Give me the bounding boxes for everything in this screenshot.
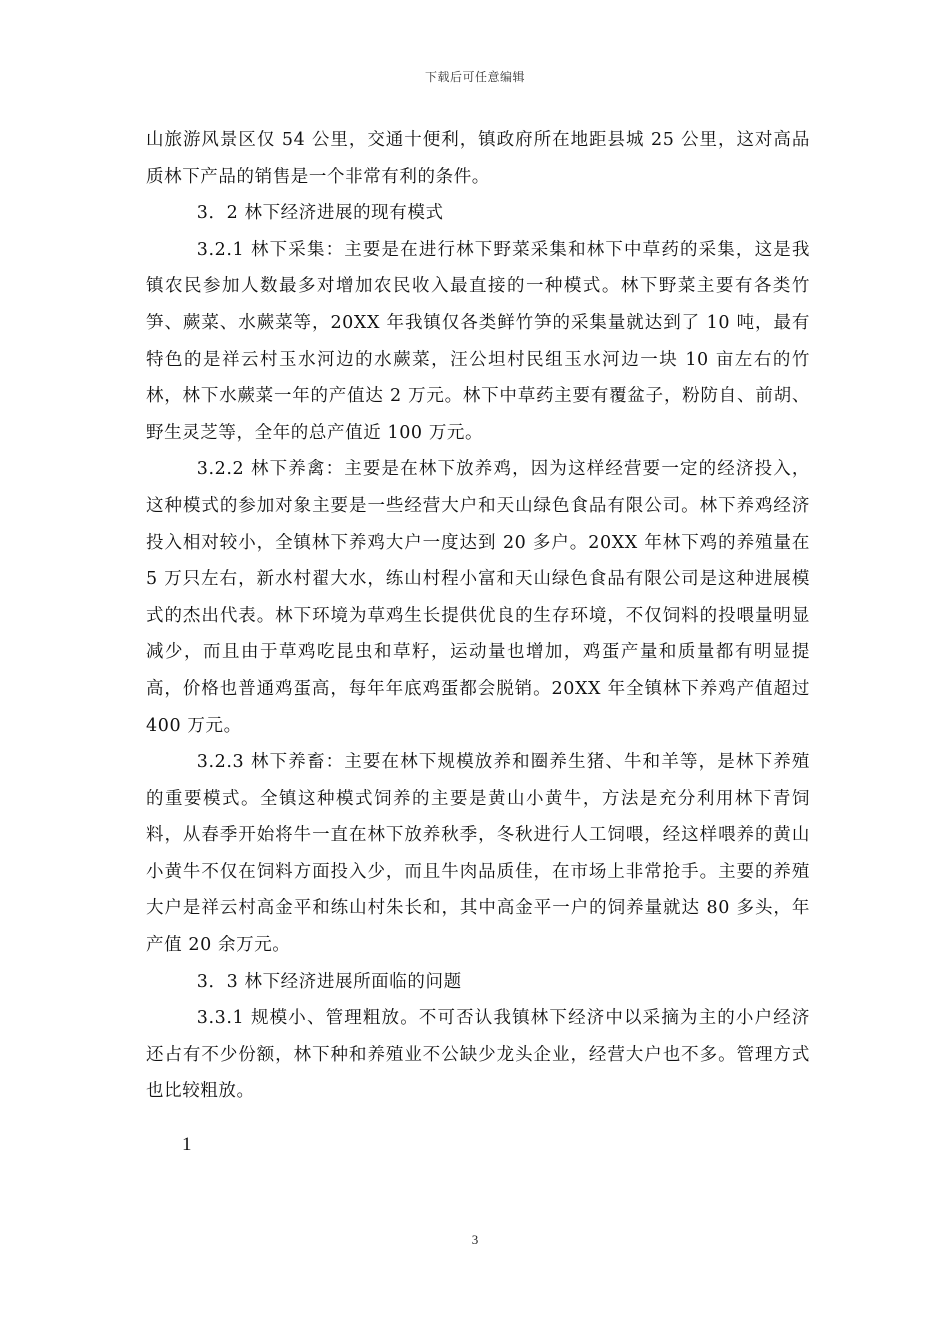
paragraph-3-2-2: 3.2.2 林下养禽：主要是在林下放养鸡，因为这样经营要一定的经济投入，这种模式的参加对象主要是一些经营大户和天山绿色食品有限公司。林下养鸡经济投入相对较小，全镇林下养鸡大户一度达到 20 多户。20XX 年林下鸡的养殖量在 5 万只左右，新水村翟大水，练山村程小富和天山绿色食品有限公司是这种进展模式的杰出代表。林下环境为草鸡生长提供优良的生存环境，不仅饲料的投喂量明显减少，而且由于草鸡吃昆虫和草籽，运动量也增加，鸡蛋产量和质量都有明显提高，价格也普通鸡蛋高，每年年底鸡蛋都会脱销。20XX 年全镇林下养鸡产值超过 400 万元。 [146, 459, 810, 736]
paragraph-continuation: 山旅游风景区仅 54 公里，交通十便利，镇政府所在地距县城 25 公里，这对高品质林下产品的销售是一个非常有利的条件。 [146, 130, 810, 187]
section-heading-3-2: 3．2 林下经济进展的现有模式 [196, 203, 444, 224]
page-header: 下载后可任意编辑 [424, 70, 525, 84]
page-number: 3 [471, 1232, 479, 1247]
section-heading-3-3: 3．3 林下经济进展所面临的问题 [196, 971, 462, 992]
body-text [146, 122, 810, 1110]
paragraph-3-2-1: 3.2.1 林下采集：主要是在进行林下野菜采集和林下中草药的采集，这是我镇农民参加人数最多对增加农民收入最直接的一种模式。林下野菜主要有各类竹笋、蕨菜、水蕨菜等，20XX 年我镇仅各类鲜竹笋的采集量就达到了 10 吨，最有特色的是祥云村玉水河边的水蕨菜，汪公坦村民组玉水河边一块 10 亩左右的竹林，林下水蕨菜一年的产值达 2 万元。林下中草药主要有覆盆子，粉防自、前胡、野生灵芝等，全年的总产值近 100 万元。 [146, 239, 810, 443]
stray-mark: 1 [182, 1134, 192, 1155]
paragraph-3-2-3: 3.2.3 林下养畜：主要在林下规模放养和圈养生猪、牛和羊等，是林下养殖的重要模式。全镇这种模式饲养的主要是黄山小黄牛，方法是充分利用林下青饲料，从春季开始将牛一直在林下放养秋季，冬秋进行人工饲喂，经这样喂养的黄山小黄牛不仅在饲料方面投入少，而且牛肉品质佳，在市场上非常抢手。主要的养殖大户是祥云村高金平和练山村朱长和，其中高金平一户的饲养量就达 80 多头，年产值 20 余万元。 [146, 752, 810, 956]
paragraph-3-3-1: 3.3.1 规模小、管理粗放。不可否认我镇林下经济中以采摘为主的小户经济还占有不少份额，林下种和养殖业不公缺少龙头企业，经营大户也不多。管理方式也比较粗放。 [146, 1008, 810, 1102]
